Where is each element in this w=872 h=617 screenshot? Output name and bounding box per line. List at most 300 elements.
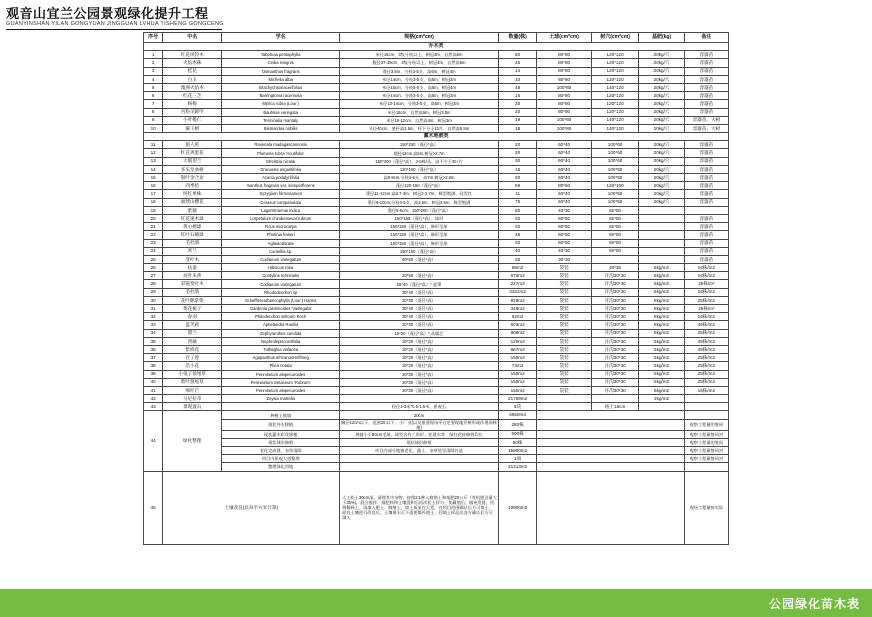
cell-8: 25株/m2 xyxy=(684,362,728,370)
cell-1: 黛兰 xyxy=(163,329,222,337)
cell-5: 80*80 xyxy=(537,100,591,108)
cell-7 xyxy=(639,239,684,247)
cell-4: 86m2 xyxy=(498,264,537,272)
cell-8: 49株/m2 xyxy=(684,337,728,345)
cell-3: 米径15cm、3级分枝以上、树冠3m、自然高6m xyxy=(340,51,499,59)
cell-3: 米径14cm、分枝3-5支、高5m、树冠3m xyxy=(340,92,499,100)
table-row xyxy=(144,362,729,370)
table-row xyxy=(144,296,729,304)
cell-8: 观察工程量签同对 xyxy=(684,447,728,455)
cell-2: Bauhinia variegata xyxy=(222,108,340,116)
cell-8: 容器苗 xyxy=(684,223,728,231)
cell-0: 15 xyxy=(144,174,163,182)
cell-4: 3331m2 xyxy=(498,288,537,296)
cell-4: 31213m2 xyxy=(498,463,537,471)
cell-4: 30 xyxy=(498,239,537,247)
plant-schedule-table xyxy=(143,32,729,545)
table-row xyxy=(144,116,729,124)
cell-2: Philodendron selloum Koch xyxy=(222,313,340,321)
cell-6: 开沟30*30 xyxy=(591,386,639,394)
cell-3 xyxy=(340,463,499,471)
cell-0: 19 xyxy=(144,206,163,214)
cell-6: 120*120 xyxy=(591,51,639,59)
cell-7: 20kg/穴 xyxy=(639,51,684,59)
cell-7: 5kg/m2 xyxy=(639,264,684,272)
cell-0: 4 xyxy=(144,75,163,83)
cell-4: 120m2 xyxy=(498,337,537,345)
cell-6: 120*120 xyxy=(591,59,639,67)
cell-2: Aphelandra Ruellia xyxy=(222,321,340,329)
cell-6: 开沟30*30 xyxy=(591,321,639,329)
col-header-1: 中名 xyxy=(163,33,222,43)
cell-2: Cerasus campanulata xyxy=(222,198,340,206)
cell-6: 裕土15cm xyxy=(591,403,639,411)
cell-4: 280株 xyxy=(498,419,537,430)
cell-5: 60*40 xyxy=(537,141,591,149)
cell-4: 50株 xyxy=(498,438,537,446)
cell-1: 景现置石 xyxy=(163,403,222,411)
cell-5: 80*60 xyxy=(537,182,591,190)
cell-7 xyxy=(639,223,684,231)
table-row xyxy=(144,124,729,132)
cell-0: 45 xyxy=(144,471,163,544)
table-row xyxy=(144,239,729,247)
cell-8 xyxy=(684,463,728,471)
cell-7: 20kg/穴 xyxy=(639,174,684,182)
table-row xyxy=(144,214,729,222)
cell-6: 120*120 xyxy=(591,108,639,116)
cell-4: 75 xyxy=(498,198,537,206)
table-row xyxy=(144,455,729,463)
cell-6: 60*50 xyxy=(591,214,639,222)
cell-3: 150*150（蓬径*高）、修形至球 xyxy=(340,223,499,231)
cell-8: 容器苗 xyxy=(684,214,728,222)
cell-4: 150m2 xyxy=(498,354,537,362)
cell-4: 1项 xyxy=(498,455,537,463)
cell-8: 16株/m2 xyxy=(684,272,728,280)
cell-8: 观察工程量签同对 xyxy=(684,430,728,438)
cell-2: 老化完成建、杂草清除 xyxy=(222,447,340,455)
cell-3: 墨径11-12cm,高2.7-3m、树冠2-2.7m、株型饱满、同发红 xyxy=(340,190,499,198)
cell-4: 40 xyxy=(498,247,537,255)
table-row xyxy=(144,386,729,394)
cell-7: 5kg/m2 xyxy=(639,337,684,345)
cell-5: 袋装 xyxy=(537,313,591,321)
cell-8: 16株/m2 xyxy=(684,313,728,321)
cell-3: 米径15cm、自然高5m、树冠3.5m xyxy=(340,108,499,116)
col-header-4: 数量(株) xyxy=(498,33,537,43)
cell-4: 150m2 xyxy=(498,370,537,378)
cell-7: 20kg/穴 xyxy=(639,59,684,67)
table-row xyxy=(144,305,729,313)
cell-0: 5 xyxy=(144,83,163,91)
cell-4: 6650m3 xyxy=(498,411,537,419)
cell-2: Lorpetalum chindensevar.rubrum xyxy=(222,214,340,222)
table-row xyxy=(144,329,729,337)
cell-2: Plumeria rubra 'Acutifolia' xyxy=(222,149,340,157)
cell-3: 20*30（蓬径*高） xyxy=(340,378,499,386)
col-header-7: 基肥(kg) xyxy=(639,33,684,43)
cell-2: Michelia alba xyxy=(222,75,340,83)
cell-1: 小兔子狼尾草 xyxy=(163,370,222,378)
cell-1: 紫娇花 xyxy=(163,345,222,353)
cell-2 xyxy=(222,403,340,411)
cell-2: 现状灌木彩花移植 xyxy=(222,430,340,438)
cell-1: 红花速木球 xyxy=(163,214,222,222)
category-row xyxy=(144,43,729,51)
cell-0: 43 xyxy=(144,403,163,411)
cell-6: 100*60 xyxy=(591,157,639,165)
table-row xyxy=(144,313,729,321)
cell-5: 袋装 xyxy=(537,354,591,362)
cell-2: 现状外水移植 xyxy=(222,419,340,430)
cell-7: 2kg/m2 xyxy=(639,395,684,403)
cell-2: Bismarckia nobilis xyxy=(222,124,340,132)
cell-5: 100*80 xyxy=(537,124,591,132)
table-row xyxy=(144,149,729,157)
cell-4: 62m2 xyxy=(498,313,537,321)
col-header-5: 土球(cm*cm) xyxy=(537,33,591,43)
table-row xyxy=(144,108,729,116)
cell-1: 沿小花 xyxy=(163,362,222,370)
cell-4: 5块 xyxy=(498,403,537,411)
table-row xyxy=(144,231,729,239)
cell-5: 60*40 xyxy=(537,149,591,157)
cell-8: 25株/m2 xyxy=(684,354,728,362)
cell-6: 40*30 xyxy=(591,264,639,272)
cell-1: 澳洲火焰木 xyxy=(163,83,222,91)
cell-6: 开沟30*30 xyxy=(591,345,639,353)
table-row xyxy=(144,92,729,100)
cell-5: 100*80 xyxy=(537,116,591,124)
cell-6: 120*120 xyxy=(591,92,639,100)
cell-5 xyxy=(537,395,591,403)
cell-7: 20kg/穴 xyxy=(639,116,684,124)
cell-3: 粒径1-3米*0.5-1.5米、景观石 xyxy=(340,403,499,411)
cell-4: 15 xyxy=(498,165,537,173)
cell-8: 25株/m² xyxy=(684,305,728,313)
cell-6: 开沟30*30 xyxy=(591,272,639,280)
cell-0: 14 xyxy=(144,165,163,173)
plant-schedule-table-wrapper xyxy=(143,32,729,545)
cell-7: 5kg/m2 xyxy=(639,345,684,353)
cell-2: Syzygium formosanum xyxy=(222,190,340,198)
cell-8: 容器苗 xyxy=(684,174,728,182)
cell-5: 80*80 xyxy=(537,75,591,83)
cell-0: 36 xyxy=(144,345,163,353)
cell-0: 26 xyxy=(144,264,163,272)
cell-1: 宫粉羊蹄甲 xyxy=(163,108,222,116)
cell-3: 20*30（蓬径*高） xyxy=(340,362,499,370)
cell-1: 扶桑 xyxy=(163,264,222,272)
cell-3: 20*30（蓬径*高） xyxy=(340,354,499,362)
category-row xyxy=(144,133,729,141)
cell-6 xyxy=(591,255,639,263)
cell-3: 20*30（蓬径*高） xyxy=(340,296,499,304)
cell-8: 容器苗 xyxy=(684,75,728,83)
table-row xyxy=(144,419,729,430)
cell-8: 观察工程量的签同 xyxy=(684,419,728,430)
cell-8: 容器苗 xyxy=(684,231,728,239)
cell-4: 15 xyxy=(498,92,537,100)
cell-4: 30 xyxy=(498,214,537,222)
cell-2: manthus fragrans var. semperflorens xyxy=(222,182,340,190)
table-row xyxy=(144,272,729,280)
cell-2: Hibiscus rosa xyxy=(222,264,340,272)
cell-8: 容器苗 xyxy=(684,182,728,190)
cell-5: 60*50 xyxy=(537,223,591,231)
cell-1: 四季桔 xyxy=(163,182,222,190)
cell-0: 7 xyxy=(144,100,163,108)
table-body xyxy=(144,43,729,545)
cell-5: 40*30 xyxy=(537,247,591,255)
cell-3: 30*40（蓬径*高） xyxy=(340,313,499,321)
cell-1: 毛杜鹃 xyxy=(163,239,222,247)
cell-5: 袋装 xyxy=(537,329,591,337)
cell-0: 2 xyxy=(144,59,163,67)
cell-4: 26 xyxy=(498,231,537,239)
cell-8: 容器苗 xyxy=(684,190,728,198)
cell-2: Photinia fraseri xyxy=(222,231,340,239)
cell-6: 开沟30*30 xyxy=(591,337,639,345)
cell-0: 29 xyxy=(144,288,163,296)
cell-3: 20*30（蓬径*高） xyxy=(340,386,499,394)
table-row xyxy=(144,223,729,231)
cell-8: 观场工程量按实际 xyxy=(684,471,728,544)
cell-1: 土壤改良(以每平方米计算) xyxy=(163,471,340,544)
cell-7: 5kg/m2 xyxy=(639,313,684,321)
cell-2: Acacia podalyriifolia xyxy=(222,174,340,182)
cell-5 xyxy=(537,419,684,430)
table-row xyxy=(144,182,729,190)
cell-4: 600株 xyxy=(498,430,537,438)
cell-6: 120*120 xyxy=(591,100,639,108)
cell-0: 39 xyxy=(144,370,163,378)
cell-8: 25株/m2 xyxy=(684,329,728,337)
cell-7 xyxy=(639,255,684,263)
cell-5: 袋装 xyxy=(537,345,591,353)
cell-5: 袋装 xyxy=(537,362,591,370)
cell-3: 30*40（蓬径*高） xyxy=(340,288,499,296)
page-subtitle-pinyin: GUANYINSHAN YILAN GONGYUAN JINGGUAN LVHUA TISHENG GONGCENG xyxy=(6,21,224,27)
cell-4: 150m2 xyxy=(498,386,537,394)
cell-8: 25株/m2 xyxy=(684,296,728,304)
cell-3: 米径14cm、分枝3-5支、高5m、树冠3m xyxy=(340,75,499,83)
cell-2: Dracaena angustifolia xyxy=(222,165,340,173)
cell-1: 黄心榕球 xyxy=(163,223,222,231)
cell-8: 容器苗 xyxy=(684,255,728,263)
table-row xyxy=(144,345,729,353)
cell-2: Ficus microcarpa xyxy=(222,223,340,231)
cell-8: 容器苗 xyxy=(684,108,728,116)
col-header-2: 学名 xyxy=(222,33,340,43)
cell-2: Zoysia matrella xyxy=(222,395,340,403)
cell-7: 20kg/穴 xyxy=(639,108,684,116)
col-header-3: 规格(cm*cm) xyxy=(340,33,499,43)
cell-7: 5kg/m2 xyxy=(639,296,684,304)
cell-6: 开沟30*30 xyxy=(591,305,639,313)
cell-0: 23 xyxy=(144,239,163,247)
cell-7: 5kg/m2 xyxy=(639,329,684,337)
col-header-0: 序号 xyxy=(144,33,163,43)
document-header xyxy=(0,0,872,30)
cell-7 xyxy=(639,403,684,411)
cell-1: 肾蕨 xyxy=(163,337,222,345)
cell-3: 头径40cm、茎杆高2.5m、杆下分干10片、自然高5.5m xyxy=(340,124,499,132)
cell-5 xyxy=(537,463,684,471)
cell-6: 140*120 xyxy=(591,116,639,124)
cell-7: 20kg/穴 xyxy=(639,190,684,198)
cell-3: 高8-9cm,分枝4-5支、高7m,树冠>2.2m xyxy=(340,174,499,182)
cell-3: 现状球形修剪 xyxy=(340,438,499,446)
table-row xyxy=(144,264,729,272)
cell-6: 140*120 xyxy=(591,83,639,91)
cell-7: 20kg/穴 xyxy=(639,75,684,83)
cell-8: 容器苗 xyxy=(684,198,728,206)
cell-7: 5kg/m2 xyxy=(639,305,684,313)
cell-3: 30*40（蓬径*高） xyxy=(340,305,499,313)
cell-4: 11 xyxy=(498,190,537,198)
cell-6: 开沟30*30 xyxy=(591,296,639,304)
cell-7: 5kg/m2 xyxy=(639,280,684,288)
cell-8: 容器苗 xyxy=(684,141,728,149)
cell-1: 银叶金合欢 xyxy=(163,174,222,182)
table-row xyxy=(144,174,729,182)
cell-2: Lagerstroemia indica xyxy=(222,206,340,214)
cell-3: 150*150（蓬径*高）、球形 xyxy=(340,214,499,222)
cell-5 xyxy=(537,438,684,446)
cell-2: Brachychitonacerifolius xyxy=(222,83,340,91)
cell-5: 袋装 xyxy=(537,264,591,272)
table-row xyxy=(144,75,729,83)
cell-3 xyxy=(340,264,499,272)
cell-8: 容器苗 xyxy=(684,157,728,165)
table-row xyxy=(144,165,729,173)
cell-6: 60*50 xyxy=(591,206,639,214)
cell-3: 20*50（蓬径*高） xyxy=(340,272,499,280)
cell-5: 60*40 xyxy=(537,157,591,165)
cell-8: 容器苗、大树 xyxy=(684,124,728,132)
cell-7 xyxy=(639,214,684,222)
cell-0: 32 xyxy=(144,313,163,321)
cell-1: 火焰木株 xyxy=(163,59,222,67)
cell-8: 容器苗 xyxy=(684,100,728,108)
col-header-8: 备注 xyxy=(684,33,728,43)
cell-1: 春羽 xyxy=(163,313,222,321)
cell-7: 5kg/m2 xyxy=(639,378,684,386)
cell-1: 紫叶狼尾草 xyxy=(163,378,222,386)
cell-6: 100*60 xyxy=(591,198,639,206)
cell-1: 多头龙血树 xyxy=(163,165,222,173)
cell-8: 容器苗 xyxy=(684,149,728,157)
cell-5 xyxy=(537,430,684,438)
cell-6: 开沟30*30 xyxy=(591,370,639,378)
table-row xyxy=(144,370,729,378)
cell-0: 17 xyxy=(144,190,163,198)
cell-3: 100*150（蓬径*高）、修形至球 xyxy=(340,239,499,247)
cell-3: 150*150（蓬径*高） xyxy=(340,247,499,255)
cell-4: 50 xyxy=(498,206,537,214)
table-row xyxy=(144,141,729,149)
cell-8: 观察工程量签同对 xyxy=(684,455,728,463)
cell-0: 37 xyxy=(144,354,163,362)
cell-3: 胸径12cm以下、范围2m以下、小厂业(以及重要现场平台定要现地乔树形或作现场移植) xyxy=(341,419,497,430)
cell-5: 80*80 xyxy=(537,92,591,100)
cell-2: Pennisetum alopecuroides xyxy=(222,386,340,394)
cell-8: 容器苗 xyxy=(684,92,728,100)
cell-0: 31 xyxy=(144,305,163,313)
cell-8: 49株/m2 xyxy=(684,321,728,329)
cell-7: 20kg/穴 xyxy=(639,92,684,100)
cell-8: 25株/m² xyxy=(684,280,728,288)
cell-7: 20kg/穴 xyxy=(639,182,684,190)
cell-1: 白玉 xyxy=(163,75,222,83)
cell-0: 6 xyxy=(144,92,163,100)
cell-7: 5kg/m2 xyxy=(639,362,684,370)
cell-4: 15 xyxy=(498,124,537,132)
cell-5 xyxy=(537,447,684,455)
cell-6: 开沟30*30 xyxy=(591,313,639,321)
cell-2: Barringtonia racemosa xyxy=(222,92,340,100)
cell-1: 桂花 xyxy=(163,67,222,75)
cell-2: Strelitzia nicolai xyxy=(222,157,340,165)
cell-0: 30 xyxy=(144,296,163,304)
cell-7: 5kg/m2 xyxy=(639,370,684,378)
cell-6: 100*60 xyxy=(591,174,639,182)
cell-6: 60*50 xyxy=(591,223,639,231)
cell-3: 25*40（蓬径*高）* 盆罩 xyxy=(340,280,499,288)
cell-3: 20*30（蓬径*高） xyxy=(340,337,499,345)
cell-1: 紫薇 xyxy=(163,206,222,214)
cell-2: Nephrolepiscordifolia xyxy=(222,337,340,345)
cell-5 xyxy=(537,471,684,544)
table-row xyxy=(144,378,729,386)
cell-6: 开沟30*30 xyxy=(591,280,639,288)
cell-4: 30 xyxy=(498,100,537,108)
cell-3: 15*20（蓬径*高）*,从属芯 xyxy=(340,329,499,337)
cell-4: 30 xyxy=(498,174,537,182)
cell-6: 100*60 xyxy=(591,149,639,157)
cell-0: 1 xyxy=(144,51,163,59)
table-row xyxy=(144,411,729,419)
cell-1: 小叶榄仁 xyxy=(163,116,222,124)
cell-1: 杨梅 xyxy=(163,100,222,108)
cell-2: 项目内景观大道整理 xyxy=(222,455,340,463)
table-row xyxy=(144,83,729,91)
cell-0: 11 xyxy=(144,141,163,149)
cell-4: 19 xyxy=(498,116,537,124)
cell-1: 黄花栀子 xyxy=(163,305,222,313)
title-underline xyxy=(6,29,222,30)
cell-8: 25株/m2 xyxy=(684,378,728,386)
cell-1: 变叶木 xyxy=(163,255,222,263)
cell-5: 100*80 xyxy=(537,83,591,91)
cell-3: 人工松土30cm深、清理其中杂物、按照2:1种入腐殖土和基肥20公斤（有机肥含量大于35%)，混合搅拌、排肥料和土壤混和后再次松土拌匀、灰藏殖后、做充发排、回调稀释土、再填入肥土、腐殖土、如土质灰在大差，在项目范围确认后方可换土、原有土壤进行改良后，土壤保水可下需要填补埴土、回填土样品送各方确认后方可填入 xyxy=(340,471,499,544)
table-row xyxy=(144,247,729,255)
cell-4: 676m2 xyxy=(498,272,537,280)
cell-7 xyxy=(639,247,684,255)
cell-8: 容器苗 xyxy=(684,239,728,247)
table-row xyxy=(144,463,729,471)
cell-6: 开沟30*30 xyxy=(591,378,639,386)
cell-4: 30 xyxy=(498,223,537,231)
cell-5: 袋装 xyxy=(537,296,591,304)
cell-2: Agapanthus africanusHoffmeg xyxy=(222,354,340,362)
cell-4: 808m2 xyxy=(498,329,537,337)
cell-3: 米径15cm、分枝5-6支、高5m、树冠4m xyxy=(340,83,499,91)
cell-2: Schefflerearboricophylla (Lour.) Harms xyxy=(222,296,340,304)
cell-8: 容器苗 xyxy=(684,247,728,255)
